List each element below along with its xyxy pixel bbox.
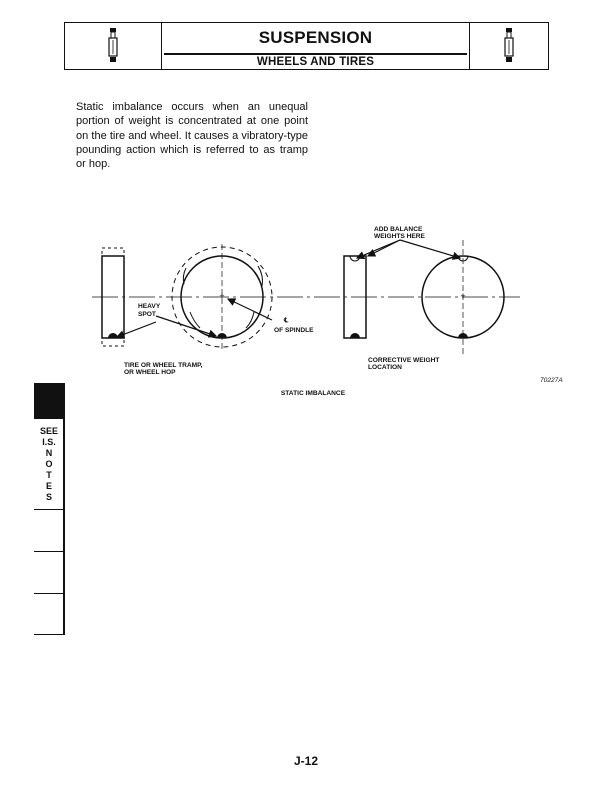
spindle-label: OF SPINDLE [274, 327, 314, 334]
notes-rule [34, 634, 64, 635]
figure-id: 70227A [540, 377, 563, 384]
figure-caption: STATIC IMBALANCE [280, 390, 346, 397]
notes-rule [34, 593, 64, 594]
is-label: I.S. [42, 437, 56, 447]
intro-paragraph: Static imbalance occurs when an unequal portion of weight is concentrated at one point on the tire and wheel. It causes a vibratory-type pounding action which is referred to as tramp or hop. [76, 101, 308, 171]
see-is-notes [34, 426, 64, 503]
heavy-spot-label: HEAVY [138, 303, 161, 310]
section-tab [34, 383, 64, 419]
page-title: SUSPENSION [258, 28, 373, 47]
add-weights-label-2: WEIGHTS HERE [374, 233, 425, 240]
corrective-weight-label: CORRECTIVE WEIGHT [368, 357, 440, 364]
notes-letter: T [46, 470, 52, 480]
heavy-spot-label-2: SPOT [138, 311, 156, 318]
add-weights-label: ADD BALANCE [374, 226, 423, 233]
notes-letter: E [45, 481, 52, 491]
centerline-symbol: ℄ [284, 317, 289, 324]
tramp-leader [117, 322, 156, 337]
svg-text:+: + [460, 291, 466, 301]
notes-letter: O [45, 459, 53, 469]
spindle-leader [228, 299, 272, 320]
page-subtitle: WHEELS AND TIRES [256, 56, 375, 68]
heavy-spot-leader [156, 316, 216, 336]
balanced-wheel-front-view [422, 240, 504, 356]
weights-leader-3 [368, 240, 400, 256]
tramp-label: TIRE OR WHEEL TRAMP, [124, 362, 203, 369]
weights-leader-2 [400, 240, 460, 258]
tramp-label-2: OR WHEEL HOP [124, 369, 176, 376]
corrective-weight-label-2: LOCATION [368, 364, 402, 371]
page-number: J-12 [293, 754, 319, 768]
notes-rule [34, 509, 64, 510]
notes-letter: S [45, 492, 52, 502]
notes-letter: N [45, 448, 53, 458]
see-label: SEE [39, 426, 58, 436]
svg-text:+: + [219, 291, 225, 301]
notes-rule [34, 551, 64, 552]
